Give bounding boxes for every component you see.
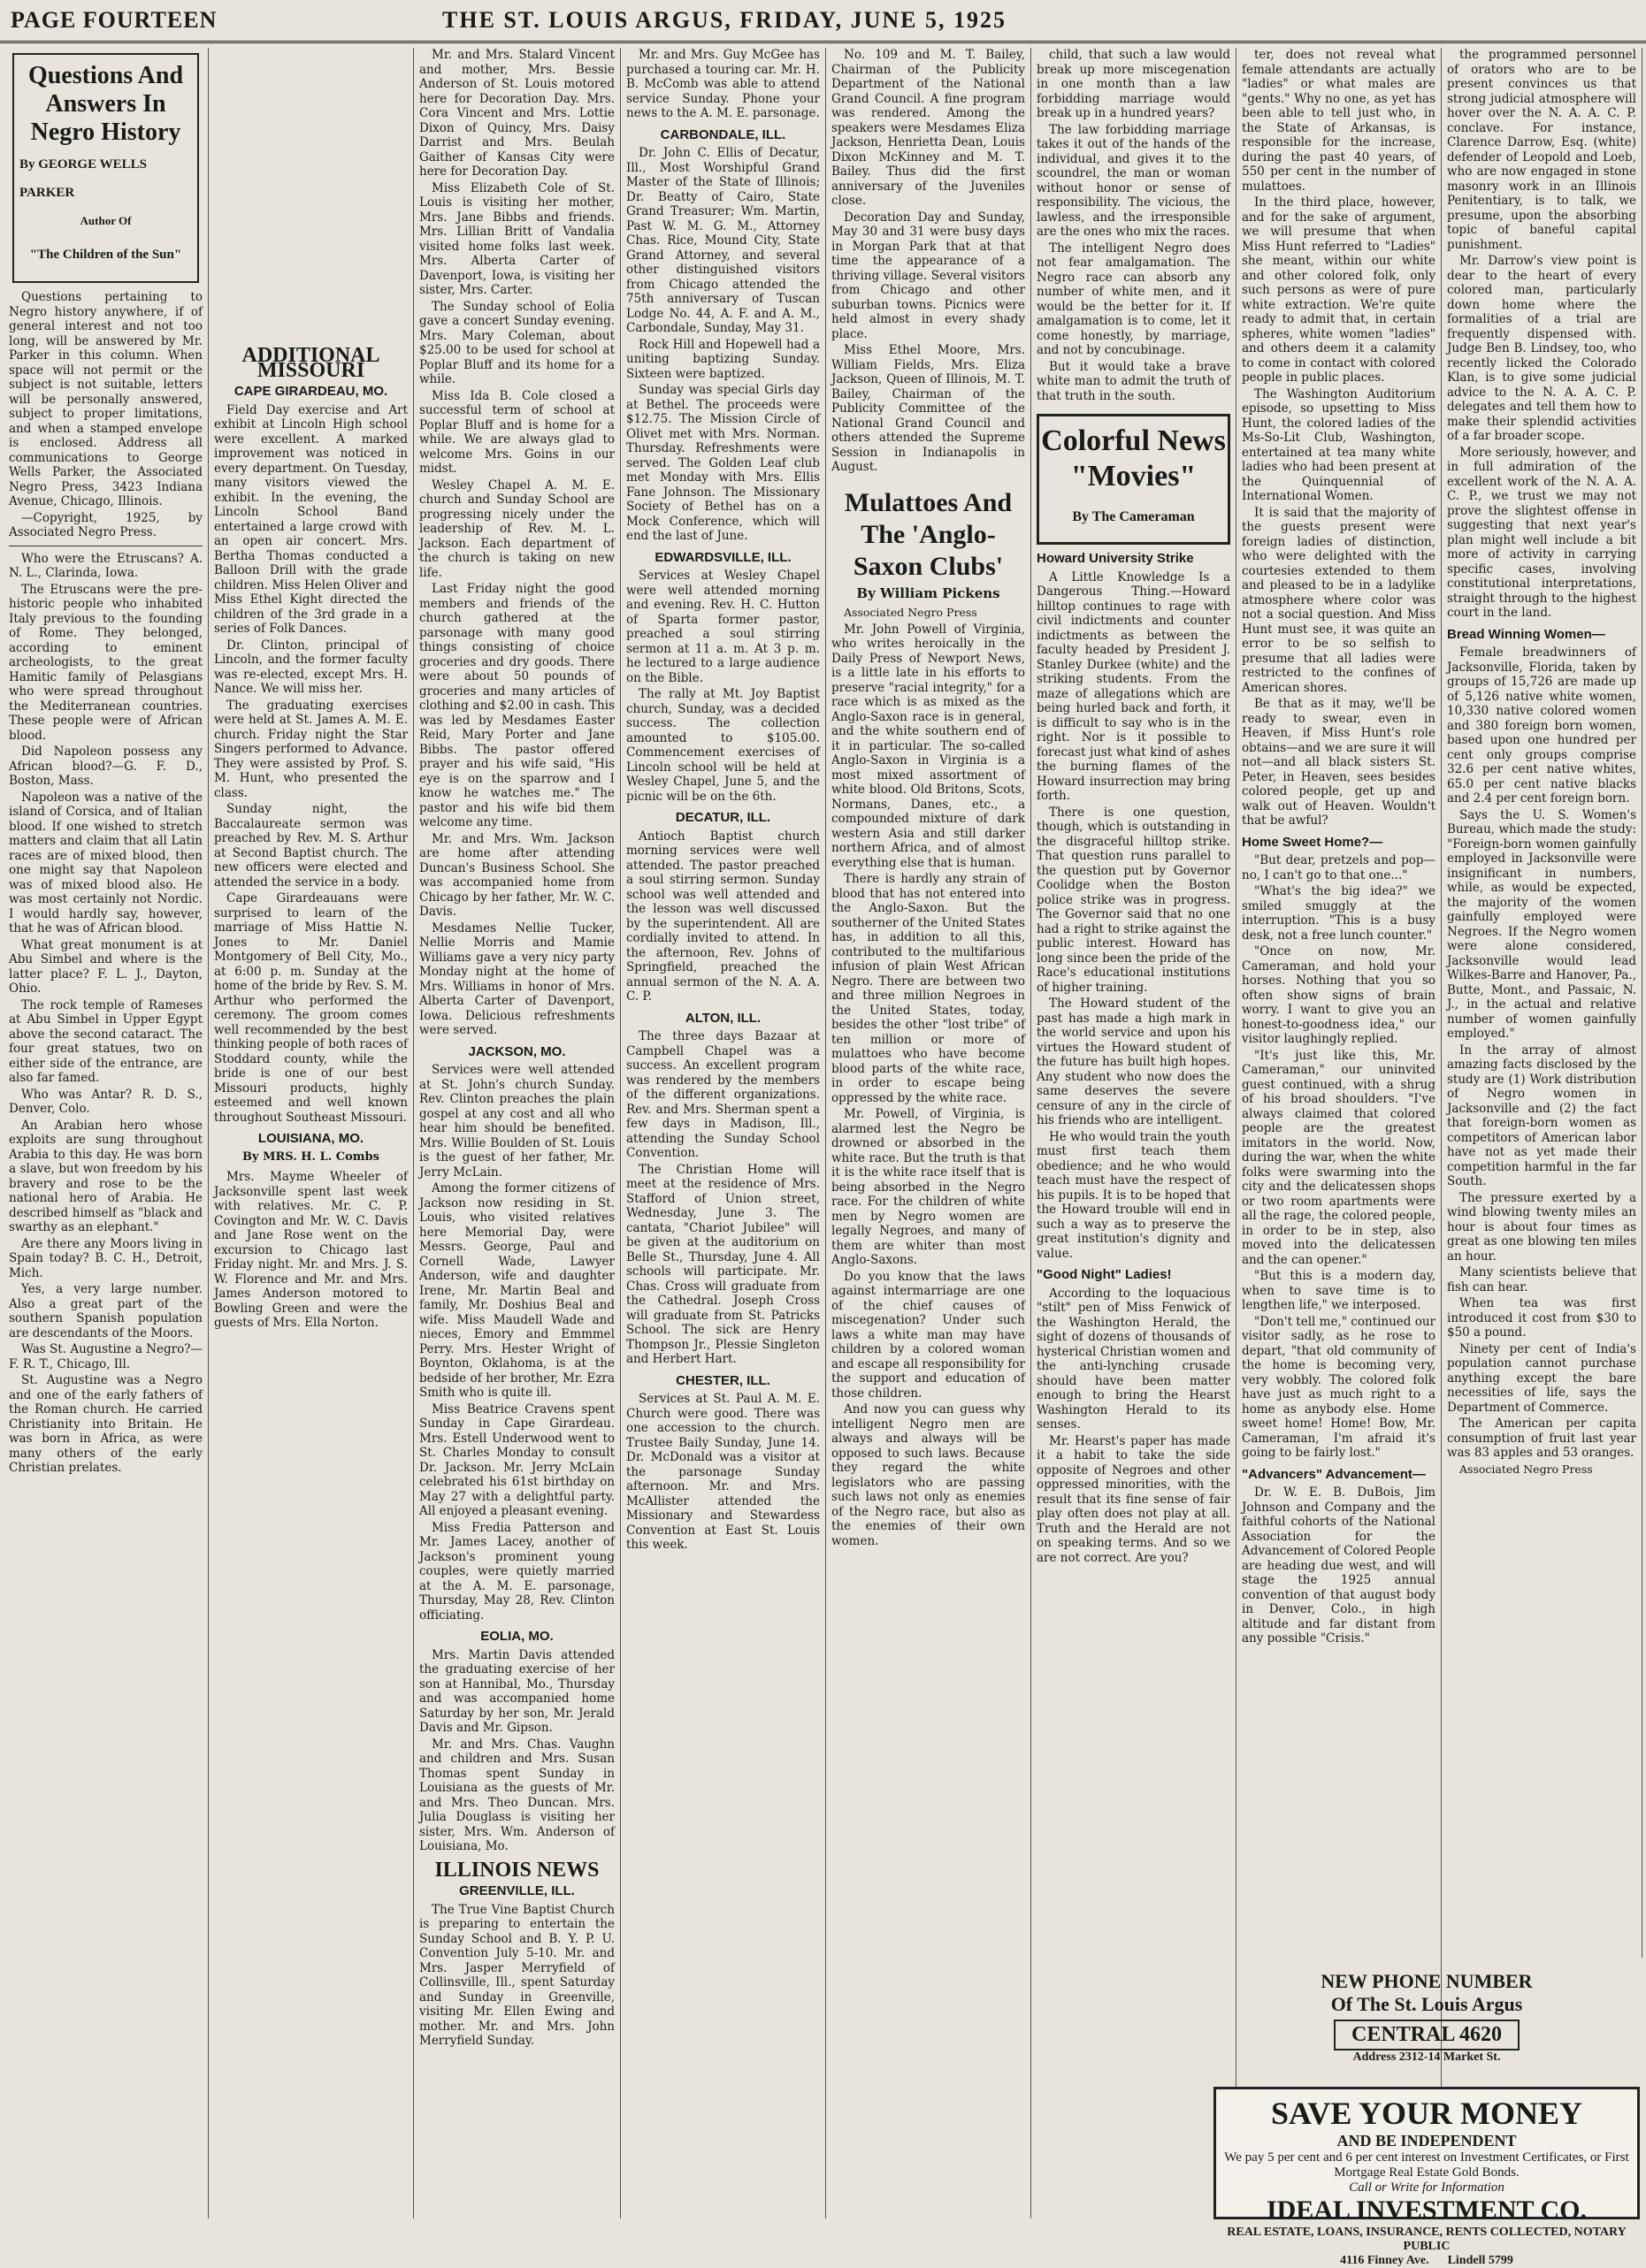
paragraph: The True Vine Baptist Church is preparing to entertain the Sunday School and B. Y. P. U. Convention July 5-10. Mr. and Mrs. Jasper Merryfield of Collinsville, Ill., spent Saturday and Sunday in Greenville, visiting Mr. Ellen Ewing and mother. Mr. and Mrs. John Merryfield Sunday. bbox=[419, 1902, 615, 2048]
qa-headline-box bbox=[12, 53, 199, 283]
paragraph: An Arabian hero whose exploits are sung throughout Arabia to this day. He was born a slave, but won freedom by his bravery and rose to be the national hero of Arabia. He described himself as "black and swarthy as an elephant." bbox=[9, 1118, 203, 1234]
jackson-dateline: JACKSON, MO. bbox=[468, 1043, 566, 1059]
paragraph: Services at Wesley Chapel were well attended morning and evening. Rev. H. C. Hutton of Sparta former pastor, preached a soul stirring sermon at 11 a. m. At 3 p. m. he lectured to a large audience on the Bible. bbox=[626, 569, 820, 685]
decatur-dateline: DECATUR, ILL. bbox=[675, 810, 771, 825]
jackson-body bbox=[419, 1063, 615, 1623]
phone-number: CENTRAL 4620 bbox=[1334, 2020, 1520, 2050]
paragraph: Did Napoleon possess any African blood?—G. F. D., Boston, Mass. bbox=[9, 745, 203, 788]
paragraph: "What's the big idea?" we smiled smuggly at the interruption. "This is a busy desk, not a free lunch counter." bbox=[1242, 884, 1435, 943]
colorful-news-byline: By The Cameraman bbox=[1072, 509, 1195, 524]
paragraph: Many scientists believe that fish can hear. bbox=[1447, 1265, 1636, 1294]
paragraph: Miss Fredia Patterson and Mr. James Lacey, another of Jackson's prominent young couples, were quietly married at the A. M. E. parsonage, Thursday, May 28, Rev. Clinton officiating. bbox=[419, 1520, 615, 1623]
phone-notice bbox=[1213, 1970, 1640, 2076]
paragraph: Miss Ethel Moore, Mrs. William Fields, Mrs. Eliza Jackson, Queen of Illinois, M. T. Bailey, Chairman of the Publicity Committee of the National Grand Council and others attended the Supreme Session in Indianapolis in August. bbox=[831, 343, 1025, 474]
paragraph: But it would take a brave white man to admit the truth of that truth in the south. bbox=[1037, 359, 1230, 403]
paragraph: Last Friday night the good members and friends of the church gathered at the parsonage with many good things consisting of choice groceries and dry goods. There were about 50 pounds of groceries and many articles of clothing and $2.00 in cash. This was led by Mesdames Easter Reid, Mary Porter and Jane Bibbs. The pastor offered prayer and his wife said, "His eye is on the sparrow and I know he watches me." The pastor and his wife bid them welcome any time. bbox=[419, 582, 615, 829]
qa-book: "The Children of the Sun" bbox=[29, 248, 182, 262]
paragraph: There is one question, though, which is outstanding in the disgraceful hilltop strike. That question runs parallel to the question put by Governor Coolidge when the Boston police strike was in progress. The Governor said that no one had a right to strike against the public interest. Howard has long since been the pride of the Race's educational institutions of higher training. bbox=[1037, 805, 1230, 995]
paragraph: Female breadwinners of Jacksonville, Florida, taken by groups of 15,726 are made up of 5,126 native white women, 10,330 native colored women and 380 foreign born women, based upon one hundred per cent only groups comprise 32.6 per cent native whites, 65.0 per cent native blacks and 2.4 per cent foreign born. bbox=[1447, 645, 1636, 806]
paragraph: In the third place, however, and for the sake of argument, we will presume that when Miss Hunt referred to "Ladies" she meant, within our white and other colored folk, only such persons as were of pure white extraction. We're quite ready to admit that, in certain spheres, white women "ladies" and others deem it a calamity to come in contact with colored people in public places. bbox=[1242, 195, 1435, 385]
alton-dateline: ALTON, ILL. bbox=[685, 1010, 762, 1026]
colorful-news-title: Colorful News "Movies" bbox=[1041, 424, 1226, 493]
phone-line2: Of The St. Louis Argus bbox=[1330, 1993, 1523, 2015]
page-number: PAGE FOURTEEN bbox=[11, 7, 218, 33]
paragraph: Be that as it may, we'll be ready to swear, even in Heaven, if Miss Hunt's role obtains—and we are sure it will not—and all black sisters St. Peter, in Heaven, sees besides colored people, get up and walk out of Heaven. Wouldn't that be awful? bbox=[1242, 697, 1435, 828]
paragraph: Dr. John C. Ellis of Decatur, Ill., Most Worshipful Grand Master of the State of Illinois; Dr. Beatty of Cairo, State Grand Treasurer; Wm. Martin, Past W. M. G. M., Attorney Chas. Rice, Mound City, State Grand Attorney, and several other distinguished visitors from Chicago attended the 75th anniversary of Tuscan Lodge No. 44, A. F. and A. M., Carbondale, Sunday, May 31. bbox=[626, 146, 820, 335]
col4-body bbox=[626, 48, 820, 121]
column-three bbox=[414, 48, 621, 2218]
paragraph: Are there any Moors living in Spain today? B. C. H., Detroit, Mich. bbox=[9, 1236, 203, 1280]
paragraph: Mr. and Mrs. Chas. Vaughn and children and Mrs. Susan Thomas spent Sunday in Louisiana as the guests of Mr. and Mrs. Theo Duncan. Mrs. Julia Douglass is visiting her sister, Mrs. Wm. Anderson of Louisiana, Mo. bbox=[419, 1737, 615, 1853]
phone-address: Address 2312-14 Market St. bbox=[1352, 2050, 1501, 2064]
edwardsville-body bbox=[626, 569, 820, 804]
paragraph: Who were the Etruscans? A. N. L., Clarinda, Iowa. bbox=[9, 551, 203, 580]
edwardsville-dateline: EDWARDSVILLE, ILL. bbox=[655, 549, 792, 565]
ad-services: REAL ESTATE, LOANS, INSURANCE, RENTS COLLECTED, NOTARY PUBLIC bbox=[1227, 2226, 1627, 2253]
paragraph: Sunday was special Girls day at Bethel. The proceeds were $12.75. The Mission Circle of Olivet met with Mrs. Norman. Thursday. Refreshments were served. The Golden Leaf club met Monday with Mrs. Ellis Fane Johnson. The Missionary Society of Bethel has on a Mock Conference, which will end the last of June. bbox=[626, 383, 820, 543]
column-four bbox=[621, 48, 826, 2218]
paragraph: Mesdames Nellie Tucker, Nellie Morris and Mamie Williams gave a very nicy party Monday night at the home of Mrs. Williams in honor of Mrs. Alberta Carter of Davenport, Iowa. Delicious refreshments were served. bbox=[419, 920, 615, 1037]
paragraph: the programmed personnel of orators who are to be present convinces us that strong judicial atmosphere will hover over the N. A. A. C. P. conclave. For instance, Clarence Darrow, Esq. (white) defender of Leopold and Loeb, who are now engaged in stone masonry work in an Illinois Penitentiary, is to talk, we presume, upon the absorbing topic of baneful capital punishment. bbox=[1447, 48, 1636, 252]
home-subhead: Home Sweet Home?— bbox=[1242, 834, 1383, 850]
column-missouri bbox=[209, 48, 414, 2218]
column-eight bbox=[1442, 48, 1642, 1958]
paragraph: Mr. Powell, of Virginia, is alarmed lest the Negro be drowned or absorbed in the white race. But the truth is that it is the white race itself that is being absorbed in the Negro race. For the children of white men by Negro women are legally Negroes, and many of them are whiter than most Anglo-Saxons. bbox=[831, 1107, 1025, 1267]
paragraph: Miss Elizabeth Cole of St. Louis is visiting her mother, Mrs. Jane Bibbs and friends. Mrs. Lillian Britt of Vandalia visited home folks last week. Mrs. Alberta Carter of Davenport, Iowa, is visiting her sister, Mrs. Carter. bbox=[419, 180, 615, 297]
paragraph: A Little Knowledge Is a Dangerous Thing.—Howard hilltop continues to rage with civil indictments and counter indictments as between the faculty headed by President J. Stanley Durkee (white) and the striking students. From the maze of allegations which are being hurled back and forth, it is difficult to say who is in the right. Nor is it possible to forecast just what kind of ashes the burning flames of the Howard insurrection may bring forth. bbox=[1037, 569, 1230, 803]
paragraph: Mr. Darrow's view point is dear to the heart of every colored man, particularly down home where the formalities of a trial are frequently dispensed with. Judge Ben B. Lindsey, too, who recently licked the Colorado Klan, is to give some judicial advice to the N. A. A. C. P. delegates and tell them how to make their splendid activities of a far broader scope. bbox=[1447, 254, 1636, 443]
col6-body bbox=[1037, 48, 1230, 403]
ad-contact bbox=[1216, 2254, 1637, 2268]
paragraph: There is hardly any strain of blood that has not entered into the Anglo-Saxon. But the southerner of the United States has, in addition to all this, contributed to the multifarious infusion of plain West African Negro. There are between two and three million Negroes in the United States, today, besides the other "lost tribe" of ten million or more of mulattoes who have become blood parts of the white race, in order to escape being oppressed by the white race. bbox=[831, 872, 1025, 1105]
ad-company: IDEAL INVESTMENT CO. bbox=[1266, 2195, 1588, 2225]
qa-body bbox=[9, 552, 203, 1476]
greenville-dateline: GREENVILLE, ILL. bbox=[459, 1883, 575, 1898]
paragraph: More seriously, however, and in full admiration of the excellent work of the N. A. A. C. P., we trust we may not prove the slightest offense in suggesting that next year's plan might well include a bit more of activity in carrying specific cases, involving constitutional interpretations, straight through to the highest court in the land. bbox=[1447, 445, 1636, 620]
paragraph: The Washington Auditorium episode, so upsetting to Miss Hunt, the colored ladies of the Ms-So-Lit Club, Washington, entertained at tea many white ladies who had been present at the Quinquennial of International Women. bbox=[1242, 386, 1435, 503]
paragraph: Ninety per cent of India's population cannot purchase anything except the bare necessities of life, says the Department of Commerce. bbox=[1447, 1341, 1636, 1415]
col5-body bbox=[831, 48, 1025, 475]
paragraph: The intelligent Negro does not fear amalgamation. The Negro race can absorb any number of white men, and it would be the better for it. If amalgamation is to come, let it come honestly, by marriage, and not by concubinage. bbox=[1037, 241, 1230, 357]
goodnight-body bbox=[1037, 1287, 1230, 1566]
qa-copyright: —Copyright, 1925, by Associated Negro Press. bbox=[9, 510, 203, 539]
greenville-body bbox=[419, 1903, 615, 2049]
paragraph: Miss Beatrice Cravens spent Sunday in Cape Girardeau. Mrs. Estell Underwood went to St. Charles Monday to consult Dr. Jackson. Mr. Jerry McLain celebrated his 61st birthday on May 27 with a delightful party. All enjoyed a pleasant evening. bbox=[419, 1401, 615, 1518]
paragraph: Mr. and Mrs. Guy McGee has purchased a touring car. Mr. H. B. McComb was able to attend service Sunday. Phone your news to the A. M. E. parsonage. bbox=[626, 48, 820, 120]
column-seven bbox=[1236, 48, 1442, 2218]
bread-subhead: Bread Winning Women— bbox=[1447, 626, 1605, 642]
paragraph: Decoration Day and Sunday, May 30 and 31 were busy days in Morgan Park that at that time the appearance of a thriving village. Several visitors from Chicago and other suburban towns. Picnics were held almost in every shady place. bbox=[831, 210, 1025, 341]
mulattoes-byline: By William Pickens bbox=[856, 584, 1000, 601]
paragraph: The Howard student of the past has made a high mark in the world service and upon his virtues the Howard student of the future has built high hopes. Any student who now does the same deserves the severe censure of any in the circle of his friends who are intelligent. bbox=[1037, 997, 1230, 1127]
louisiana-byline: By MRS. H. L. Combs bbox=[242, 1149, 379, 1164]
paragraph: St. Augustine was a Negro and one of the early fathers of the Roman church. He carried Christianity into Britain. He was born in Africa, as were many others of the early Christian prelates. bbox=[9, 1373, 203, 1475]
paragraph: Mr. Hearst's paper has made it a habit to take the side opposite of Negroes and other oppressed minorities, with the result that its fine sense of fair play often does not play at all. Truth and the Herald are not on speaking terms. And so we are not correct. Are you? bbox=[1037, 1433, 1230, 1565]
col8-body bbox=[1447, 48, 1636, 621]
paragraph: "It's just like this, Mr. Cameraman," our uninvited guest continued, with a shrug of his broad shoulders. "I've always claimed that colored people are the greatest imitators in the world. Now, during the war, when the white folks were swarming into the city and the delicatessen shops or two room apartments were all the rage, the colored people, in order to be in step, also moved into the delicatessen and the can opener." bbox=[1242, 1048, 1435, 1267]
paragraph: The Christian Home will meet at the residence of Mrs. Stafford of Union street, Wednesday, June 3. The cantata, "Chariot Jubilee" will be given at the auditorium on Belle St., Thursday, June 4. All schools will participate. Mr. Chas. Cross will graduate from the Cathedral. Joseph Cross will graduate from St. Patricks School. The sick are Henry Thompson Jr., Plessie Singleton and Herbert Hart. bbox=[626, 1162, 820, 1366]
paragraph: The pressure exerted by a wind blowing twenty miles an hour is about four times as great as one blowing ten miles an hour. bbox=[1447, 1190, 1636, 1264]
paragraph: Field Day exercise and Art exhibit at Lincoln High school were excellent. A marked improvement was noticed in every department. On Tuesday, many visitors viewed the exhibit. In the evening, the Lincoln School Band entertained a large crowd with an open air concert. Mrs. Bertha Thomas conducted a Balloon Drill with the grade children. Miss Helen Oliver and Miss Ethel Kight directed the children of the 3rd grade in a series of Folk Dances. bbox=[214, 402, 408, 636]
paragraph: Among the former citizens of Jackson now residing in St. Louis, who visited relatives here Memorial Day, were Messrs. George, Paul and Cornell Wade, Lawyer Anderson, wife and daughter Irene, Mr. Martin Beal and family, Mr. Doshius Beal and wife. Miss Maudell Wade and nieces, Emory and Emmmel Perry. Mrs. Hester Wright of Boynton, Oklahoma, is at the bedside of her brother, Mr. Ezra Smith who is quite ill. bbox=[419, 1181, 615, 1400]
paragraph: child, that such a law would break up more miscegenation in one month than a law forbidding marriage would break up in a hundred years? bbox=[1037, 48, 1230, 120]
bread-body bbox=[1447, 645, 1636, 1461]
colorful-news-headline bbox=[1037, 414, 1230, 545]
paragraph: "Once on now, Mr. Cameraman, and hold your horses. Nothing that you so often show signs of brain worry. I want to give you an honest-to-goodness idea," our visitor laughingly replied. bbox=[1242, 944, 1435, 1046]
paragraph: Who was Antar? R. D. S., Denver, Colo. bbox=[9, 1087, 203, 1116]
paragraph: Dr. W. E. B. DuBois, Jim Johnson and Company and the faithful cohorts of the National Association for the Advancement of Colored People are heading due west, and will stage the 1925 annual convention of that august body in Denver, Colo., in high altitude and far distant from any possible "Crisis." bbox=[1242, 1485, 1435, 1646]
paragraph: When tea was first introduced it cost from $30 to $50 a pound. bbox=[1447, 1296, 1636, 1340]
paragraph: He who would train the youth must first teach them obedience; and he who would teach must have the respect of his pupils. It is to be hoped that the Howard trouble will end in such a way as to preserve the great institution's dignity and value. bbox=[1037, 1129, 1230, 1261]
paragraph: Antioch Baptist church morning services were well attended. The pastor preached a soul stirring sermon. Sunday school was well attended and the lesson was well discussed by the superintendent. All are cordially invited to attend. In the afternoon, Rev. Johns of Springfield, preached the annual sermon of the N. A. A. C. P. bbox=[626, 829, 820, 1004]
paragraph: The rally at Mt. Joy Baptist church, Sunday, was a decided success. The collection amounted to $105.00. Commencement exercises of Lincoln school will be held at Wesley Chapel, June 5, and the picnic will be on the 6th. bbox=[626, 687, 820, 804]
investment-ad bbox=[1213, 2087, 1640, 2267]
column-qa bbox=[4, 48, 209, 2218]
paragraph: The Sunday school of Eolia gave a concert Sunday evening. Mrs. Mary Coleman, about $25.00 to be used for school at Poplar Bluff and its home for a while. bbox=[419, 299, 615, 386]
paragraph: Services were well attended at St. John's church Sunday. Rev. Clinton preaches the plain gospel at any cost and all who hear him should be benefited. Mrs. Willie Boulden of St. Louis is the guest of her father, Mr. Jerry McLain. bbox=[419, 1063, 615, 1180]
cape-dateline: CAPE GIRARDEAU, MO. bbox=[234, 384, 388, 399]
louisiana-body bbox=[214, 1170, 408, 1331]
chester-dateline: CHESTER, ILL. bbox=[676, 1372, 770, 1388]
col7-body bbox=[1242, 48, 1435, 829]
paragraph: Dr. Clinton, principal of Lincoln, and the former faculty was re-elected, except Mrs. H. Nance. We will miss her. bbox=[214, 638, 408, 696]
masthead bbox=[0, 0, 1646, 43]
ad-call: Call or Write for Information bbox=[1349, 2180, 1504, 2195]
paragraph: In the array of almost amazing facts disclosed by the study are (1) Work distribution of Negro women in Jacksonville and (2) the fact that foreign-born women as competitors of American labor have not as yet made their competition harmful in the far South. bbox=[1447, 1042, 1636, 1188]
cape-body bbox=[214, 403, 408, 1126]
louisiana-dateline: LOUISIANA, MO. bbox=[257, 1131, 364, 1146]
paragraph: Mrs. Martin Davis attended the graduating exercise of her son at Hannibal, Mo., Thursday and was accompanied home Saturday by her son, Mr. Jerald Davis and Mr. Gipson. bbox=[419, 1647, 615, 1735]
paper-title: THE ST. LOUIS ARGUS, FRIDAY, JUNE 5, 1925 bbox=[442, 7, 1007, 33]
ad-phone: Lindell 5799 bbox=[1447, 2254, 1513, 2267]
mulattoes-headline: Mulattoes And The 'Anglo-Saxon Clubs' bbox=[844, 487, 1013, 581]
mulattoes-body bbox=[831, 622, 1025, 1549]
paragraph: What great monument is at Abu Simbel and where is the latter place? F. L. J., Dayton, Ohio. bbox=[9, 937, 203, 996]
paragraph: The American per capita consumption of fruit last year was 83 apples and 53 oranges. bbox=[1447, 1417, 1636, 1460]
column-six bbox=[1031, 48, 1236, 2218]
phone-line1: NEW PHONE NUMBER bbox=[1321, 1970, 1533, 1992]
advancers-subhead: "Advancers" Advancement— bbox=[1242, 1466, 1426, 1482]
paragraph: Miss Ida B. Cole closed a successful term of school at Poplar Bluff and is home for a while. We are always glad to welcome Mrs. Goins in our midst. bbox=[419, 388, 615, 476]
alton-body bbox=[626, 1029, 820, 1367]
illinois-headline: ILLINOIS NEWS bbox=[434, 1858, 600, 1882]
paragraph: Says the U. S. Women's Bureau, which made the study: "Foreign-born women gainfully employed in Jacksonville were insignificant in numbers, while, as would be expected, the majority of the women gainfully employed were Negroes. If the Negro women were alone considered, Jacksonville would lead Wilkes-Barre and Hanover, Pa., Butte, Mont., and Passaic, N. J., in the actual and relative number of women gainfully employed." bbox=[1447, 807, 1636, 1041]
goodnight-subhead: "Good Night" Ladies! bbox=[1037, 1267, 1172, 1282]
eolia-dateline: EOLIA, MO. bbox=[480, 1629, 554, 1644]
decatur-body bbox=[626, 829, 820, 1004]
qa-intro: Questions pertaining to Negro history anywhere, if of general interest and not too long, will be answered by Mr. Parker in this column. When space will not permit or the subject is not suitable, letters will be personally answered, subject to proper limitations, and when a stamped envelope is enclosed. Address all communications to George Wells Parker, the Associated Negro Press, 3423 Indiana Avenue, Chicago, Illinois. bbox=[9, 290, 203, 508]
missouri-headline: ADDITIONAL MISSOURI bbox=[241, 344, 380, 382]
column-five bbox=[826, 48, 1031, 2218]
paragraph: The Etruscans were the pre-historic people who inhabited Italy previous to the founding of Rome. They belonged, according to eminent archeologists, to the great Hamitic family of Pelasgians who were spread throughout the Mediterranean countries. These people were of African blood. bbox=[9, 582, 203, 743]
paragraph: "But dear, pretzels and pop—no, I can't go to that one..." bbox=[1242, 853, 1435, 882]
carbondale-dateline: CARBONDALE, ILL. bbox=[660, 126, 786, 142]
col3-body bbox=[419, 48, 615, 1038]
ad-address: 4116 Finney Ave. bbox=[1340, 2254, 1429, 2267]
paragraph: Was St. Augustine a Negro?—F. R. T., Chicago, Ill. bbox=[9, 1342, 203, 1371]
col8-source: Associated Negro Press bbox=[1459, 1462, 1593, 1476]
paragraph: Mr. John Powell of Virginia, who writes heroically in the Daily Press of Newport News, is a little late in his efforts to preserve "racial integrity," for a race which is as mixed as the Anglo-Saxon race is in general, and the white southern end of it in particular. The so-called Anglo-Saxon in Virginia is a most mixed assortment of white blood. Old Britons, Scots, Normans, Danes, etc., a compounded mixture of dark western Asia and still darker northern Africa, and of almost everything else that is human. bbox=[831, 622, 1025, 870]
paragraph: Yes, a very large number. Also a great part of the southern Spanish population are descendants of the Moors. bbox=[9, 1282, 203, 1340]
paragraph: Sunday night, the Baccalaureate sermon was preached by Rev. M. S. Arthur at Second Baptist church. The new officers were elected and attended the service in a body. bbox=[214, 802, 408, 890]
paragraph: No. 109 and M. T. Bailey, Chairman of the Publicity Department of the National Grand Council. A fine program was rendered. Among the speakers were Mesdames Eliza Jackson, Henrietta Dean, Louis Dixon McKinney and M. T. Bailey. Thus did the first anniversary of the Juveniles close. bbox=[831, 48, 1025, 208]
howard-body bbox=[1037, 570, 1230, 1262]
mulattoes-source: Associated Negro Press bbox=[844, 606, 977, 619]
paragraph: Wesley Chapel A. M. E. church and Sunday School are progressing nicely under the leadership of Rev. M. L. Jackson. Each department of the church is taking on new life. bbox=[419, 477, 615, 580]
qa-headline: Questions And Answers In Negro History bbox=[27, 62, 184, 146]
paragraph: It is said that the majority of the guests present were foreign ladies of distinction, who were delighted with the courtesies extended to them and pleased to be in a ladylike atmosphere where color was not a social question. And Miss Hunt must see, it was quite an error to be so selfish to presume that all ladies were restricted to the confines of American shores. bbox=[1242, 505, 1435, 695]
paragraph: ter, does not reveal what female attendants are actually "ladies" or what males are "gents." Why no one, as yet has been able to tell just who, in the State of Arkansas, is responsible for the increase, during the past 40 years, of 550 per cent in the number of mulattoes. bbox=[1242, 48, 1435, 194]
eolia-body bbox=[419, 1648, 615, 1854]
paragraph: Services at St. Paul A. M. E. Church were good. There was one accession to the church. Trustee Baily Sunday, June 14. Dr. McDonald was a visitor at the parsonage Sunday afternoon. Mr. and Mrs. McAllister attended the Missionary and Stewardess Convention at East St. Louis this week. bbox=[626, 1392, 820, 1552]
home-body bbox=[1242, 853, 1435, 1461]
paragraph: Mr. and Mrs. Stalard Vincent and mother, Mrs. Bessie Anderson of St. Louis motored here for Decoration Day. Mrs. Cora Vincent and Mrs. Lottie Dixon of Quincy, Mrs. Daisy Darrist and Mrs. Beulah Gaither of Kansas City were here for Decoration Day. bbox=[419, 48, 615, 179]
ad-title: SAVE YOUR MONEY bbox=[1270, 2096, 1583, 2131]
paragraph: The three days Bazaar at Campbell Chapel was a success. An excellent program was rendered by the members of the different organizations. Rev. and Mrs. Sherman spent a few days in Madison, Ill., attending the Sunday School Convention. bbox=[626, 1029, 820, 1160]
paragraph: The law forbidding marriage takes it out of the hands of the individual, and gives it to the scoundrel, the man or woman without honor or sense of responsibility. The vicious, the lawless, and the irresponsible are the ones who mix the races. bbox=[1037, 122, 1230, 239]
carbondale-body bbox=[626, 146, 820, 544]
paragraph: Rock Hill and Hopewell had a uniting baptizing Sunday. Sixteen were baptized. bbox=[626, 337, 820, 381]
paragraph: And now you can guess why intelligent Negro men are always and always will be opposed to such laws. Because they regard the white legislators who are passing such laws not only as enemies of the Negro race, but also as the enemies of their own women. bbox=[831, 1402, 1025, 1548]
paragraph: Cape Girardeauans were surprised to learn of the marriage of Miss Hattie N. Jones to Mr. Daniel Montgomery of Bell City, Mo., at 6:00 p. m. Sunday at the home of the bride by Rev. S. M. Arthur who performed the ceremony. The groom comes well recommended by the best thinking people of both races of Stoddard county, while the bride is one of our best Missouri products, highly esteemed and well known throughout Southeast Missouri. bbox=[214, 891, 408, 1125]
paragraph: The graduating exercises were held at St. James A. M. E. church. Friday night the Star Singers performed to Advance. They were assisted by Prof. S. M. Hunt, who presented the class. bbox=[214, 698, 408, 800]
paragraph: According to the loquacious "stilt" pen of Miss Fenwick of the Washington Herald, the sight of dozens of thousands of hysterical Christian women and the anti-lynching crusade should have been matter enough to bring the Hearst Washington Herald to its senses. bbox=[1037, 1286, 1230, 1432]
paragraph: The rock temple of Rameses at Abu Simbel in Upper Egypt above the second cataract. The four great statues, two on either side of the entrance, are also far famed. bbox=[9, 997, 203, 1085]
paragraph: Mrs. Mayme Wheeler of Jacksonville spent last week with relatives. Mr. C. P. Covington and Mr. W. C. Davis and Jane Rose went on the excursion to Chicago last Friday night. Mr. and Mrs. J. S. W. Florence and Mr. and Mrs. James Anderson motored to Bowling Green and were the guests of Mrs. Ella Norton. bbox=[214, 1170, 408, 1330]
paragraph: Mr. and Mrs. Wm. Jackson are home after attending Duncan's Business School. She was accompanied home from Chicago by her father, Mr. W. C. Davis. bbox=[419, 831, 615, 919]
chester-body bbox=[626, 1392, 820, 1553]
paragraph: Do you know that the laws against intermarriage are one of the chief causes of miscegenation? Under such laws a white man may have children by a colored woman and escape all responsibility for the support and education of those children. bbox=[831, 1269, 1025, 1401]
advancers-body bbox=[1242, 1485, 1435, 1646]
paragraph: Napoleon was a native of the island of Corsica, and of Italian blood. If one wished to stretch matters and claim that all Latin races are of mixed blood, then one might say that Napoleon was of mixed blood also. He was most certainly not Nordic. I would hardly say, however, that he was of African blood. bbox=[9, 790, 203, 935]
paragraph: "But this is a modern day, when to save time is to lengthen life," we interposed. bbox=[1242, 1269, 1435, 1312]
howard-subhead: Howard University Strike bbox=[1037, 551, 1194, 566]
ad-subtitle: AND BE INDEPENDENT bbox=[1336, 2132, 1517, 2150]
qa-author-line: Author Of bbox=[80, 214, 132, 227]
paragraph: "Don't tell me," continued our visitor sadly, as he rose to depart, "that old community of the home is becoming very, very wobbly. The colored folk have just as much right to a home as anybody else. Home sweet home! Home! Bow, Mr. Cameraman, I'm afraid it's going to be fairly lost." bbox=[1242, 1314, 1435, 1460]
ad-text: We pay 5 per cent and 6 per cent interest on Investment Certificates, or First Mortgage Real Estate Gold Bonds. bbox=[1224, 2150, 1629, 2180]
qa-byline: By GEORGE WELLS PARKER bbox=[19, 157, 147, 200]
